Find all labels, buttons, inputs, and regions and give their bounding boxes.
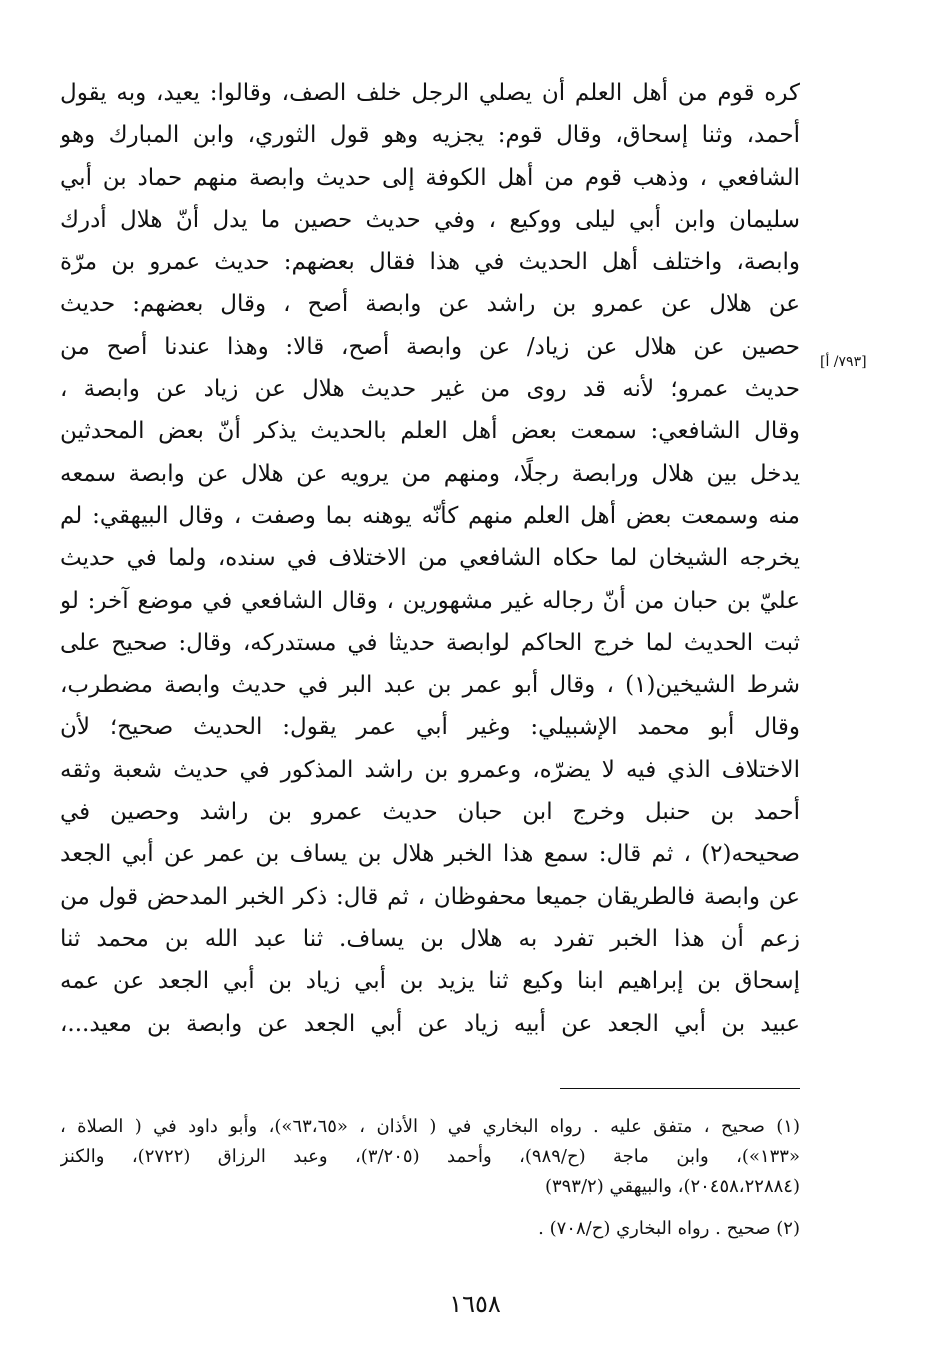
text-line: وابصة، واختلف أهل الحديث في هذا فقال بعضهم: حديث عمرو بن مرّة: [60, 249, 800, 276]
text-line: إسحاق بن إبراهيم ابنا وكيع ثنا يزيد بن أبي زياد بن أبي الجعد عن عمه: [60, 968, 800, 995]
page-number: ١٦٥٨: [449, 1290, 501, 1318]
text-line: أحمد بن حنبل وخرج ابن حبان حديث عمرو بن راشد وحصين في: [60, 799, 800, 826]
text-line: الاختلاف الذي فيه لا يضرّه، وعمرو بن راشد المذكور في حديث شعبة وثقه: [60, 756, 800, 783]
text-line: يدخل بين هلال ورابصة رجلًا، ومنهم من يرويه عن هلال عن وابصة سمعه: [60, 460, 800, 487]
text-line: وقال أبو محمد الإشبيلي: وغير أبي عمر يقول: الحديث صحيح؛ لأن: [60, 714, 800, 741]
footnote-1-line: (٢٠٤٥٨،٢٢٨٨٤)، والبيهقي (٣٩٣/٢): [544, 1176, 800, 1197]
text-line: عليّ بن حبان من أنّ رجاله غير مشهورين ، وقال الشافعي في موضع آخر: لو: [60, 587, 800, 614]
text-line: وقال الشافعي: سمعت بعض أهل العلم بالحديث يذكر أنّ بعض المحدثين: [60, 418, 800, 445]
text-line: شرط الشيخين(١) ، وقال أبو عمر بن عبد البر في حديث وابصة مضطرب،: [60, 672, 800, 699]
text-line: منه وسمعت بعض أهل العلم منهم كأنّه يوهنه بما وصفت ، وقال البيهقي: لم: [60, 502, 800, 529]
text-line: الشافعي ، وذهب قوم من أهل الكوفة إلى حديث وابصة منهم حماد بن أبي: [60, 164, 800, 191]
footnotes: [60, 1112, 800, 1244]
footnote-separator: [560, 1088, 800, 1089]
text-line: صحيحه(٢) ، ثم قال: سمع هذا الخبر هلال بن يساف بن عمر عن أبي الجعد: [60, 841, 800, 868]
footnote-2: (٢) صحيح . رواه البخاري (ح/٧٠٨) .: [538, 1218, 800, 1239]
text-line: عن هلال عن عمرو بن راشد عن وابصة أصح ، وقال بعضهم: حديث: [60, 291, 800, 318]
text-line: يخرجه الشيخان لما حكاه الشافعي من الاختلاف في سنده، ولما في حديث: [60, 545, 800, 572]
margin-folio-reference: [٧٩٣/ أ]: [820, 354, 867, 370]
footnote-1-line: «١٣٣»)، وابن ماجة (ح/٩٨٩)، وأحمد (٣/٢٠٥)، وعبد الرزاق (٢٧٢٢)، والكنز: [60, 1146, 800, 1167]
text-line: كره قوم من أهل العلم أن يصلي الرجل خلف الصف، وقالوا: يعيد، وبه يقول: [60, 80, 800, 106]
text-line: سليمان وابن أبي ليلى ووكيع ، وفي حديث حصين ما يدل أنّ هلال أدرك: [60, 206, 800, 233]
text-line: عن وابصة فالطريقان جميعا محفوظان ، ثم قال: ذكر الخبر المدحض قول من: [60, 883, 800, 910]
text-line: زعم أن هذا الخبر تفرد به هلال بن يساف. ثنا عبد الله بن محمد ثنا: [60, 925, 800, 952]
text-line: حصين عن هلال عن زياد/ عن وابصة أصح، قالا: وهذا عندنا أصح من: [60, 333, 800, 360]
footnote-1-line: (١) صحيح ، متفق عليه . رواه البخاري في ( الأذان ، «٦٣،٦٥»)، وأبو داود في ( الصلاة ،: [60, 1116, 800, 1137]
text-line: حديث عمرو؛ لأنه قد روى من غير حديث هلال عن زياد عن وابصة ،: [60, 376, 800, 403]
text-line: ثبت الحديث لما خرج الحاكم لوابصة حديثا في مستدركه، وقال: صحيح على: [60, 629, 800, 656]
main-text-block: [60, 72, 800, 1045]
text-line: عبيد بن أبي الجعد عن أبيه زياد عن أبي الجعد عن وابصة بن معيد...،: [60, 1010, 800, 1037]
text-line: أحمد، وثنا إسحاق، وقال قوم: يجزيه وهو قول الثوري، وابن المبارك وهو: [60, 122, 800, 149]
